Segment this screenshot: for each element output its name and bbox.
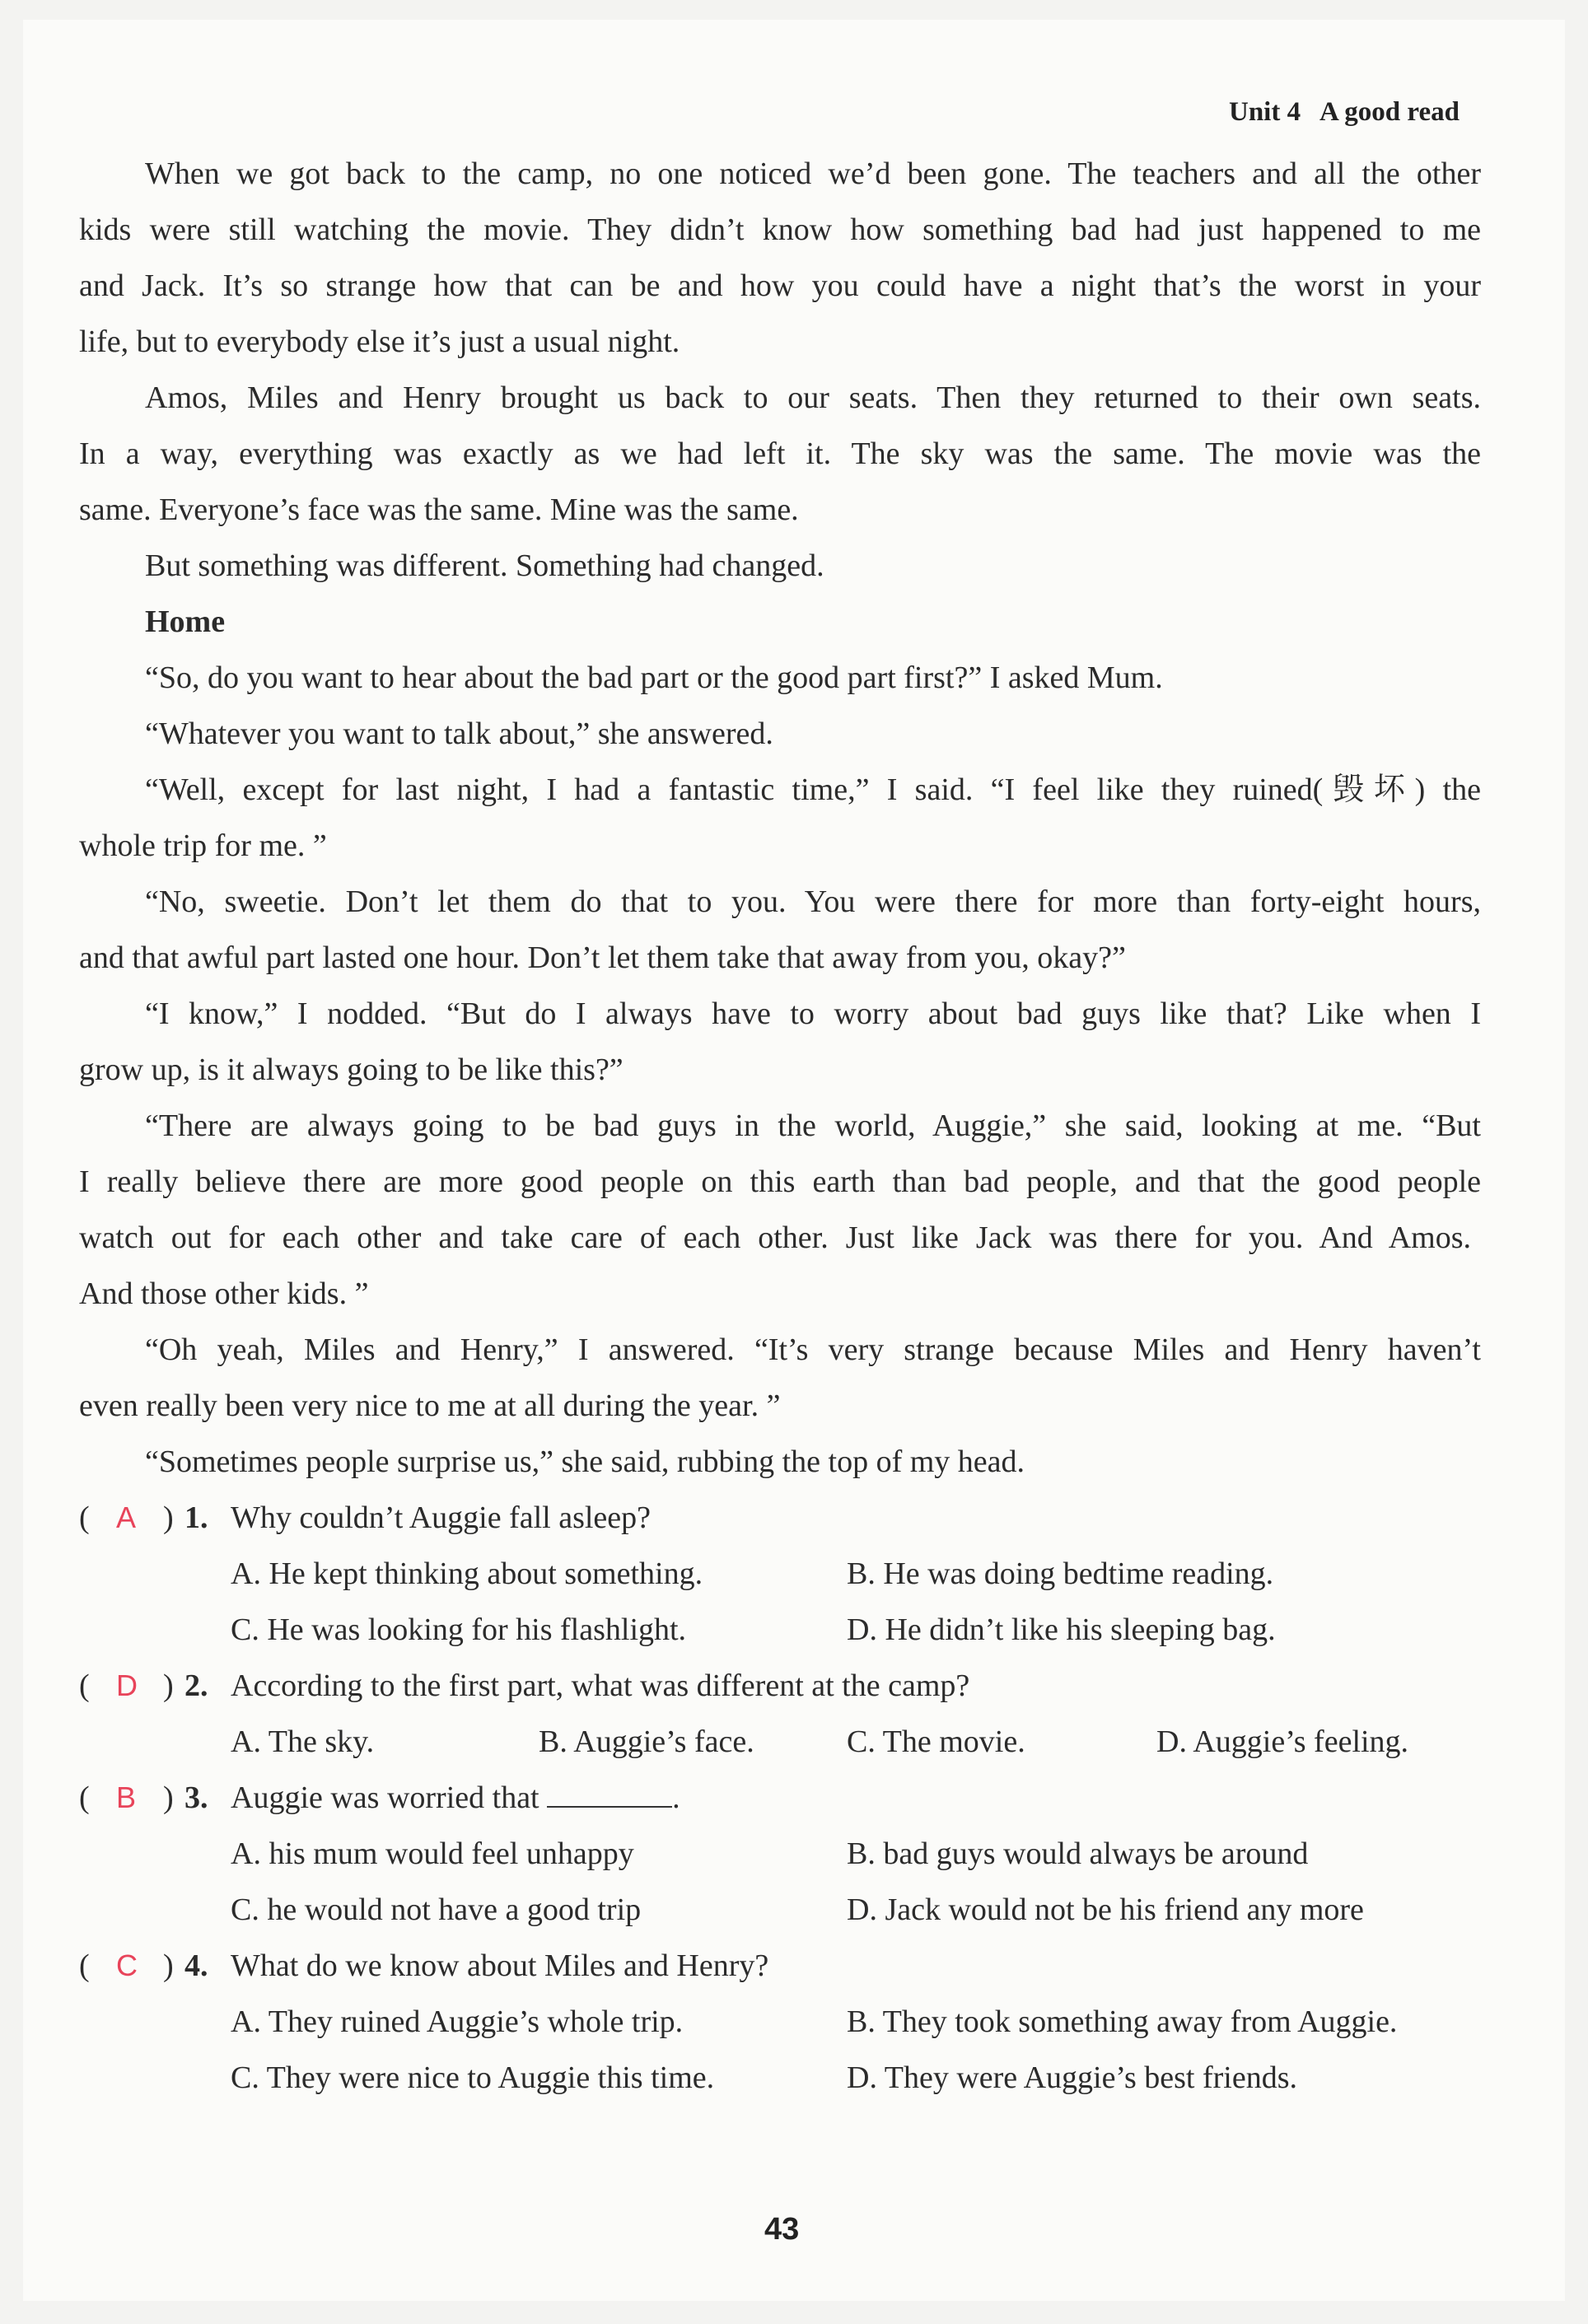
passage-line: and that awful part lasted one hour. Don’t let them take that away from you, okay?” <box>79 940 1126 975</box>
question-text: According to the first part, what was different at the camp? <box>231 1668 970 1703</box>
passage-line: In a way, everything was exactly as we had left it. The sky was the same. The movie was the <box>79 436 1481 471</box>
passage-line: “I know,” I nodded. “But do I always have to worry about bad guys like that? Like when I <box>145 996 1481 1031</box>
option-d: D. Jack would not be his friend any more <box>847 1892 1364 1927</box>
section-heading: Home <box>145 604 226 639</box>
question-number: 4. <box>184 1948 208 1983</box>
option-c: C. he would not have a good trip <box>231 1892 642 1927</box>
passage-line: “Sometimes people surprise us,” she said, rubbing the top of my head. <box>145 1444 1025 1479</box>
passage-line: watch out for each other and take care of each other. Just like Jack was there for you. And Amos. <box>79 1220 1471 1255</box>
passage-line: and Jack. It’s so strange how that can be and how you could have a night that’s the worst in your <box>79 268 1481 303</box>
passage-line: “No, sweetie. Don’t let them do that to you. You were there for more than forty-eight hours, <box>145 884 1481 919</box>
unit-label: Unit 4 <box>1229 97 1301 127</box>
answer-blank <box>547 1781 672 1808</box>
answer-paren-close: ) <box>163 1948 174 1983</box>
option-d: D. He didn’t like his sleeping bag. <box>847 1612 1276 1647</box>
passage-line: “So, do you want to hear about the bad part or the good part first?” I asked Mum. <box>145 660 1163 695</box>
passage-line: But something was different. Something had changed. <box>145 548 824 583</box>
passage-line: When we got back to the camp, no one noticed we’d been gone. The teachers and all the other <box>145 156 1481 191</box>
answer-mark: A <box>116 1500 137 1534</box>
passage-line: I really believe there are more good people on this earth than bad people, and that the good people <box>79 1164 1481 1199</box>
option-a: A. his mum would feel unhappy <box>231 1836 634 1871</box>
answer-mark: C <box>116 1948 138 1982</box>
passage-line: Amos, Miles and Henry brought us back to our seats. Then they returned to their own seats. <box>145 380 1481 415</box>
option-d: D. They were Auggie’s best friends. <box>847 2060 1298 2095</box>
passage-line: “Well, except for last night, I had a fantastic time,” I said. “I feel like they ruined(毁坏) the <box>145 772 1481 807</box>
option-b: B. bad guys would always be around <box>847 1836 1309 1871</box>
question-number: 3. <box>184 1780 208 1815</box>
answer-paren-open: ( <box>79 1780 90 1815</box>
option-a: A. He kept thinking about something. <box>231 1556 703 1591</box>
question-number: 2. <box>184 1668 208 1703</box>
answer-paren-close: ) <box>163 1500 174 1535</box>
option-b: B. They took something away from Auggie. <box>847 2004 1398 2039</box>
option-b: B. Auggie’s face. <box>539 1724 754 1759</box>
option-b: B. He was doing bedtime reading. <box>847 1556 1274 1591</box>
option-a: A. They ruined Auggie’s whole trip. <box>231 2004 684 2039</box>
passage-line: “There are always going to be bad guys in the world, Auggie,” she said, looking at me. “But <box>145 1108 1481 1143</box>
passage-line: “Oh yeah, Miles and Henry,” I answered. “It’s very strange because Miles and Henry haven’t <box>145 1332 1481 1367</box>
question-text: What do we know about Miles and Henry? <box>231 1948 769 1983</box>
option-a: A. The sky. <box>231 1724 375 1759</box>
answer-mark: B <box>116 1780 137 1814</box>
passage-line: “Whatever you want to talk about,” she answered. <box>145 716 773 751</box>
unit-title: A good read <box>1319 97 1460 127</box>
page-number: 43 <box>764 2212 800 2247</box>
question-number: 1. <box>184 1500 208 1535</box>
passage-line: whole trip for me. ” <box>79 828 327 863</box>
answer-paren-open: ( <box>79 1668 90 1703</box>
question-text: Why couldn’t Auggie fall asleep? <box>231 1500 652 1535</box>
option-c: C. The movie. <box>847 1724 1025 1759</box>
answer-paren-open: ( <box>79 1948 90 1983</box>
question-stem: Auggie was worried that <box>231 1780 539 1815</box>
answer-mark: D <box>116 1668 138 1702</box>
question-period: . <box>672 1780 680 1815</box>
passage-line: even really been very nice to me at all during the year. ” <box>79 1388 781 1423</box>
option-c: C. They were nice to Auggie this time. <box>231 2060 715 2095</box>
passage-line: same. Everyone’s face was the same. Mine was the same. <box>79 492 799 527</box>
question-text <box>231 1779 680 1817</box>
answer-paren-close: ) <box>163 1668 174 1703</box>
passage-line: kids were still watching the movie. They didn’t know how something bad had just happened to me <box>79 212 1481 247</box>
passage-line: grow up, is it always going to be like this?” <box>79 1052 624 1087</box>
passage-line: And those other kids. ” <box>79 1276 369 1311</box>
passage-line: life, but to everybody else it’s just a usual night. <box>79 324 680 359</box>
answer-paren-close: ) <box>163 1780 174 1815</box>
option-d: D. Auggie’s feeling. <box>1156 1724 1409 1759</box>
answer-paren-open: ( <box>79 1500 90 1535</box>
running-head <box>1229 97 1460 128</box>
option-c: C. He was looking for his flashlight. <box>231 1612 687 1647</box>
